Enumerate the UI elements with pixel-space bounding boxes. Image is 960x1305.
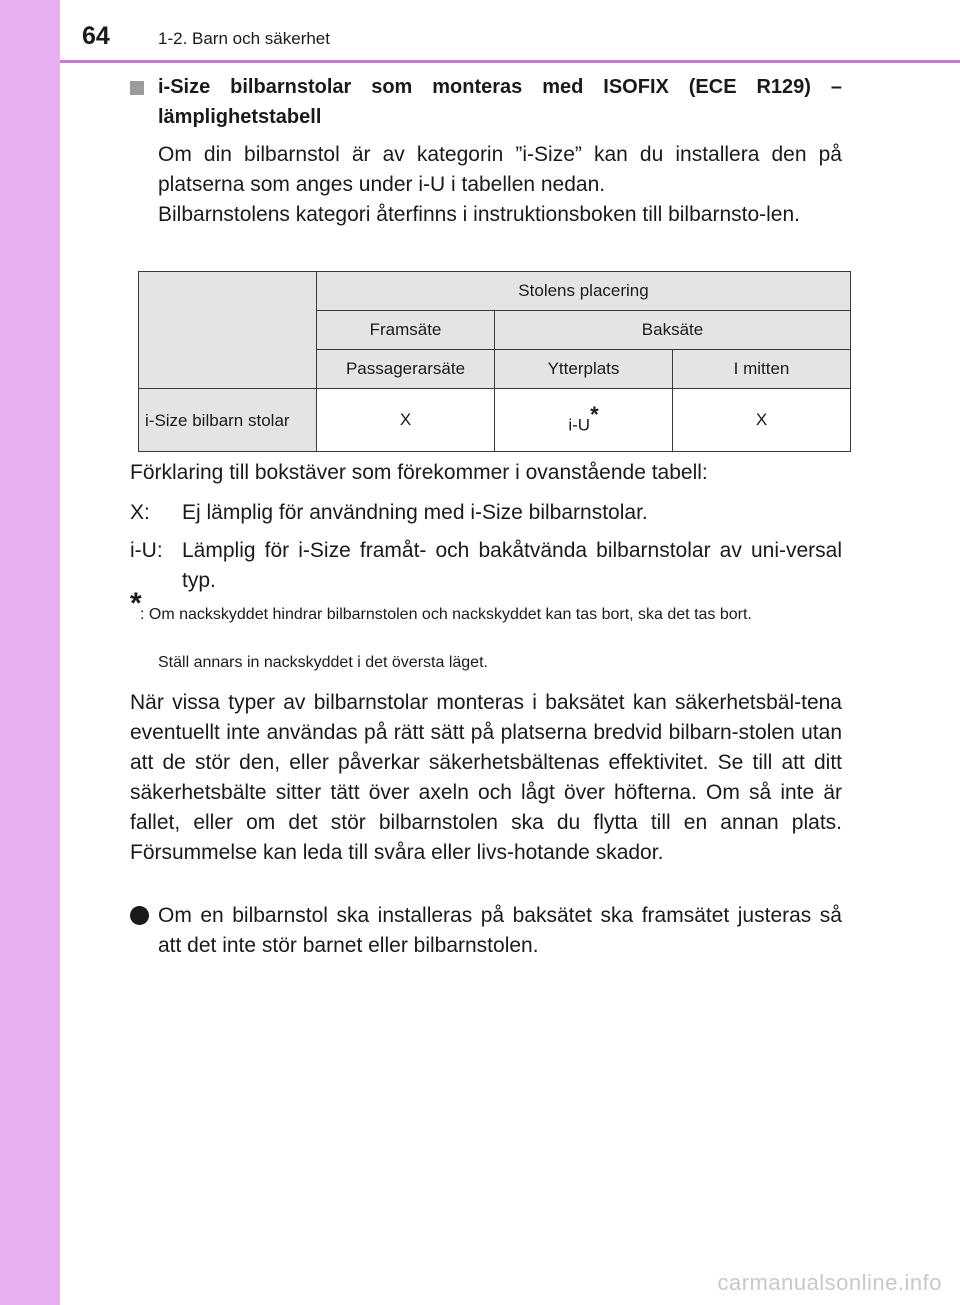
legend-iu-key: i-U:: [130, 539, 163, 562]
table-col-outer: Ytterplats: [495, 350, 673, 389]
asterisk-mark: *: [590, 402, 599, 428]
left-margin-band: [0, 0, 60, 1305]
table-col-passenger: Passagerarsäte: [317, 350, 495, 389]
table-group-header: Stolens placering: [317, 272, 851, 311]
table-row: [139, 389, 851, 452]
square-bullet-icon: [130, 81, 144, 95]
warning-paragraph: När vissa typer av bilbarnstolar monteras i baksätet kan säkerhetsbäl-tena eventuellt inte användas på rätt sätt på platserna bredvid bilbarn-stolen utan att de stör den, eller påverkar säkerhetsbältenas effektivitet. Se till att ditt säkerhetsbälte sitter tätt över axeln och lågt över höfterna. Om så inte är fallet, eller om det stör bilbarnstolen ska du flytta till en annan plats. Försummelse kan leda till svåra eller livs-hotande skador.: [130, 691, 842, 864]
intro-paragraph-2: Bilbarnstolens kategori återfinns i instruktionsboken till bilbarnsto-len.: [158, 203, 800, 226]
table-cell-middle: X: [673, 389, 851, 452]
table-header-front: Framsäte: [317, 311, 495, 350]
legend-x-text: Ej lämplig för användning med i-Size bilbarnstolar.: [182, 501, 648, 524]
watermark: carmanualsonline.info: [717, 1270, 942, 1295]
heading-text: i-Size bilbarnstolar som monteras med ISOFIX (ECE R129) – lämplighetstabell: [158, 76, 842, 128]
table-cell-outer: [495, 389, 673, 452]
section-title: 1-2. Barn och säkerhet: [158, 29, 330, 48]
table-cell-passenger: X: [317, 389, 495, 452]
footnote-text-1: : Om nackskyddet hindrar bilbarnstolen och nackskyddet kan tas bort, ska det tas bort.: [140, 606, 752, 623]
header-divider: [60, 60, 960, 63]
table-col-middle: I mitten: [673, 350, 851, 389]
table-row-label: i-Size bilbarn stolar: [139, 389, 317, 452]
table-corner-cell: [139, 272, 317, 389]
legend-intro: Förklaring till bokstäver som förekommer i ovanstående tabell:: [130, 461, 708, 484]
legend-iu-text: Lämplig för i-Size framåt- och bakåtvända bilbarnstolar av uni-versal typ.: [182, 539, 842, 592]
footnote-text-2: Ställ annars in nackskyddet i det översta läget.: [158, 654, 488, 671]
legend-x-key: X:: [130, 501, 150, 524]
suitability-table: [138, 271, 851, 452]
round-bullet-icon: [130, 906, 149, 925]
footnote-asterisk: *: [130, 587, 142, 620]
table-cell-outer-value: i-U: [568, 415, 591, 435]
bullet-text: Om en bilbarnstol ska installeras på baksätet ska framsätet justeras så att det inte stör barnet eller bilbarnstolen.: [158, 904, 842, 957]
intro-paragraph-1: Om din bilbarnstol är av kategorin ”i-Size” kan du installera den på platserna som anges under i-U i tabellen nedan.: [158, 143, 842, 196]
table-header-rear: Baksäte: [495, 311, 851, 350]
page-number: 64: [82, 22, 110, 50]
